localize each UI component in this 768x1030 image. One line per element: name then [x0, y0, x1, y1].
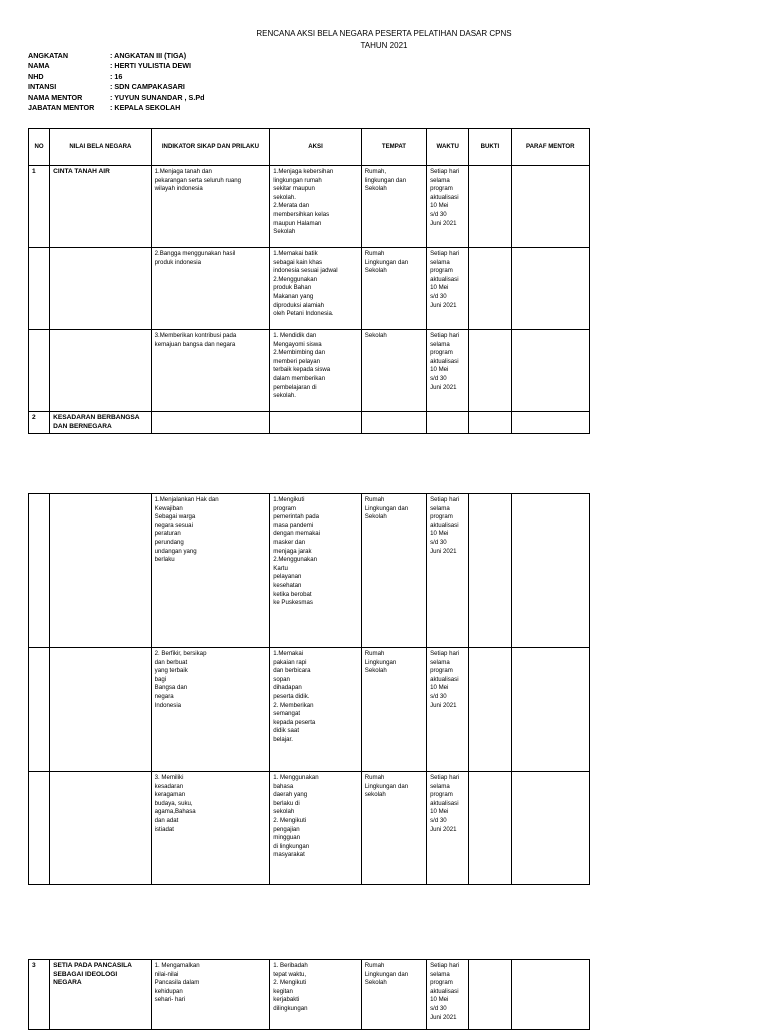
- indikator-line: undangan yang: [154, 547, 197, 555]
- column-header: PARAF MENTOR: [511, 129, 589, 166]
- nilai-cell: [50, 772, 152, 885]
- indikator-line: 3.Memberikan kontribusi pada: [154, 332, 237, 339]
- aksi-line: 1. Menggunakan: [273, 774, 319, 781]
- nilai-line: NEGARA: [53, 979, 82, 987]
- aksi-line: peserta didik.: [273, 692, 310, 700]
- waktu-line: program: [430, 349, 453, 357]
- aksi-line: dihadapan: [273, 684, 302, 692]
- tempat-cell: [361, 330, 426, 412]
- no-cell: [29, 494, 50, 648]
- aksi-line: 1.Menjaga kebersihan: [273, 168, 334, 175]
- table-row: [29, 330, 590, 412]
- aksi-line: membersihkan kelas: [273, 210, 330, 218]
- waktu-line: s/d 30: [430, 210, 447, 218]
- aksi-line: belajar.: [273, 735, 293, 743]
- info-value: : ANGKATAN III (TIGA): [110, 51, 187, 60]
- bukti-cell: [469, 330, 511, 412]
- tempat-line: Rumah: [364, 496, 385, 503]
- paraf-cell: [511, 494, 589, 648]
- waktu-line: s/d 30: [430, 374, 447, 382]
- waktu-line: 10 Mei: [430, 530, 449, 538]
- waktu-line: aktualisasi: [430, 987, 459, 995]
- aksi-line: 2. Memberikan: [273, 701, 314, 709]
- aksi-line: kerjabakti: [273, 996, 300, 1004]
- waktu-line: aktualisasi: [430, 675, 459, 683]
- aksi-line: pengajian: [273, 825, 300, 833]
- column-header: WAKTU: [427, 129, 469, 166]
- aksi-line: berlaku di: [273, 799, 300, 807]
- info-label: NHD: [28, 71, 44, 81]
- no-line: 1: [32, 168, 36, 175]
- waktu-line: aktualisasi: [430, 357, 459, 365]
- bukti-cell: [469, 494, 511, 648]
- indikator-line: berlaku: [154, 556, 175, 564]
- aksi-line: pakaian rapi: [273, 658, 307, 666]
- indikator-line: nilai-nilai: [154, 970, 179, 978]
- paraf-cell: [511, 772, 589, 885]
- action-plan-table-1: [28, 128, 590, 434]
- indikator-line: istiadat: [154, 825, 174, 833]
- indikator-line: peraturan: [154, 530, 181, 538]
- aksi-cell: [270, 494, 361, 648]
- waktu-line: program: [430, 267, 453, 275]
- waktu-line: Juni 2021: [430, 219, 457, 227]
- aksi-cell: [270, 960, 361, 1030]
- aksi-cell: [270, 772, 361, 885]
- waktu-cell: [427, 412, 469, 434]
- info-row: [28, 51, 205, 61]
- waktu-line: selama: [430, 970, 450, 978]
- aksi-line: dilingkungan: [273, 1004, 308, 1012]
- waktu-line: s/d 30: [430, 692, 447, 700]
- waktu-line: Setiap hari: [430, 168, 460, 175]
- column-header: NO: [29, 129, 50, 166]
- aksi-cell: [270, 330, 361, 412]
- indikator-line: agama,Bahasa: [154, 808, 196, 816]
- waktu-line: program: [430, 791, 453, 799]
- indikator-cell: [151, 648, 270, 772]
- aksi-line: indonesia sesuai jadwal: [273, 267, 338, 275]
- nilai-cell: [50, 248, 152, 330]
- info-row: [28, 82, 205, 92]
- waktu-line: selama: [430, 782, 450, 790]
- indikator-line: Indonesia: [154, 701, 182, 709]
- indikator-line: 2. Berfikir, bersikap: [154, 650, 207, 657]
- info-label: ANGKATAN: [28, 51, 69, 60]
- waktu-line: Juni 2021: [430, 301, 457, 309]
- indikator-line: 3. Memiliki: [154, 774, 184, 781]
- aksi-line: produk Bahan: [273, 284, 312, 292]
- table-row: [29, 248, 590, 330]
- waktu-line: Setiap hari: [430, 774, 460, 781]
- tempat-line: Rumah: [364, 962, 385, 969]
- aksi-line: daerah yang: [273, 791, 308, 799]
- aksi-cell: [270, 166, 361, 248]
- table-row: [29, 648, 590, 772]
- nilai-cell: [50, 166, 152, 248]
- tempat-line: Sekolah: [364, 332, 387, 339]
- aksi-line: pelayanan: [273, 573, 302, 581]
- waktu-cell: [427, 494, 469, 648]
- info-value: : 16: [110, 71, 123, 81]
- aksi-cell: [270, 248, 361, 330]
- indikator-line: sehari- hari: [154, 996, 186, 1004]
- indikator-line: dan adat: [154, 816, 179, 824]
- indikator-line: 1.Menjalankan Hak dan: [154, 496, 219, 503]
- waktu-line: selama: [430, 340, 450, 348]
- waktu-line: s/d 30: [430, 1004, 447, 1012]
- aksi-line: 1. Beribadah: [273, 962, 308, 969]
- nilai-line: SEBAGAI IDEOLOGI: [53, 970, 118, 978]
- aksi-line: bahasa: [273, 782, 294, 790]
- indikator-line: budaya, suku,: [154, 799, 193, 807]
- no-cell: [29, 648, 50, 772]
- waktu-line: Setiap hari: [430, 962, 460, 969]
- indikator-line: keragaman: [154, 791, 186, 799]
- indikator-line: yang terbaik: [154, 667, 188, 675]
- indikator-line: Kewajiban: [154, 504, 183, 512]
- waktu-line: program: [430, 513, 453, 521]
- paraf-cell: [511, 248, 589, 330]
- no-cell: [29, 166, 50, 248]
- no-cell: [29, 772, 50, 885]
- bukti-cell: [469, 772, 511, 885]
- aksi-line: oleh Petani Indonesia.: [273, 310, 334, 318]
- aksi-line: dalam memberikan: [273, 374, 326, 382]
- aksi-line: 2. Mengikuti: [273, 816, 307, 824]
- aksi-line: 1.Memakai: [273, 650, 304, 657]
- aksi-line: 2.Menggunakan: [273, 275, 317, 283]
- aksi-line: 2.Merata dan: [273, 202, 310, 210]
- aksi-line: sekolah: [273, 808, 295, 816]
- waktu-line: 10 Mei: [430, 366, 449, 374]
- info-label: NAMA MENTOR: [28, 92, 83, 102]
- indikator-cell: [151, 330, 270, 412]
- no-cell: [29, 960, 50, 1030]
- paraf-cell: [511, 330, 589, 412]
- tempat-line: Lingkungan dan: [364, 258, 409, 266]
- indikator-line: perundang: [154, 538, 184, 546]
- waktu-line: Juni 2021: [430, 701, 457, 709]
- aksi-line: sopan: [273, 675, 290, 683]
- tempat-line: Sekolah: [364, 513, 387, 521]
- info-value: : YUYUN SUNANDAR , S.Pd: [110, 92, 205, 102]
- indikator-cell: [151, 494, 270, 648]
- table-row: [29, 960, 590, 1030]
- waktu-line: s/d 30: [430, 292, 447, 300]
- info-row: [28, 61, 205, 71]
- tempat-cell: [361, 412, 426, 434]
- paraf-cell: [511, 648, 589, 772]
- bukti-cell: [469, 412, 511, 434]
- aksi-line: Sekolah: [273, 228, 296, 236]
- aksi-line: 2.Menggunakan: [273, 556, 317, 564]
- tempat-line: lingkungan dan: [364, 176, 407, 184]
- info-value: : SDN CAMPAKASARI: [110, 82, 185, 92]
- info-row: [28, 72, 205, 82]
- aksi-line: Mengayomi siswa: [273, 340, 322, 348]
- nilai-cell: [50, 412, 152, 434]
- tempat-line: Lingkungan dan: [364, 782, 409, 790]
- table-row: [29, 412, 590, 434]
- info-value: : KEPALA SEKOLAH: [110, 103, 181, 113]
- aksi-line: terbaik kepada siswa: [273, 366, 331, 374]
- no-cell: [29, 330, 50, 412]
- waktu-line: program: [430, 979, 453, 987]
- no-line: 3: [32, 962, 36, 969]
- paraf-cell: [511, 166, 589, 248]
- title-line-2: TAHUN 2021: [360, 41, 408, 50]
- indikator-line: 1. Mengamalkan: [154, 962, 200, 969]
- nilai-line: DAN BERNEGARA: [53, 422, 112, 430]
- indikator-line: negara: [154, 692, 174, 700]
- aksi-line: 2.Membimbing dan: [273, 349, 326, 357]
- aksi-line: Kartu: [273, 564, 288, 572]
- indikator-line: produk indonesia: [154, 258, 202, 266]
- waktu-line: aktualisasi: [430, 193, 459, 201]
- waktu-line: Setiap hari: [430, 496, 460, 503]
- aksi-line: ketika berobat: [273, 590, 312, 598]
- column-header: AKSI: [270, 129, 361, 166]
- tempat-cell: [361, 248, 426, 330]
- nilai-cell: [50, 494, 152, 648]
- nilai-cell: [50, 330, 152, 412]
- aksi-line: masker dan: [273, 538, 306, 546]
- tempat-cell: [361, 648, 426, 772]
- indikator-line: dan berbuat: [154, 658, 188, 666]
- indikator-line: negara sesuai: [154, 521, 193, 529]
- waktu-line: Juni 2021: [430, 547, 457, 555]
- action-plan-table-3: [28, 959, 590, 1030]
- waktu-line: s/d 30: [430, 538, 447, 546]
- table-row: [29, 772, 590, 885]
- waktu-line: aktualisasi: [430, 275, 459, 283]
- waktu-line: program: [430, 185, 453, 193]
- tempat-line: sekolah: [364, 791, 386, 799]
- indikator-line: Sebagai warga: [154, 513, 196, 521]
- tempat-line: Sekolah: [364, 667, 387, 675]
- aksi-line: masa pandemi: [273, 521, 314, 529]
- bukti-cell: [469, 248, 511, 330]
- waktu-cell: [427, 330, 469, 412]
- tempat-line: Sekolah: [364, 267, 387, 275]
- indikator-line: bagi: [154, 675, 167, 683]
- aksi-line: menjaga jarak: [273, 547, 312, 555]
- waktu-line: program: [430, 667, 453, 675]
- aksi-line: pembelajaran di: [273, 383, 317, 391]
- waktu-line: Setiap hari: [430, 332, 460, 339]
- waktu-cell: [427, 648, 469, 772]
- paraf-cell: [511, 412, 589, 434]
- tempat-line: Rumah: [364, 774, 385, 781]
- bukti-cell: [469, 166, 511, 248]
- tempat-line: Sekolah: [364, 185, 387, 193]
- info-row: [28, 103, 205, 113]
- nilai-cell: [50, 960, 152, 1030]
- waktu-line: selama: [430, 258, 450, 266]
- aksi-line: sekitar maupun: [273, 185, 315, 193]
- aksi-line: kegitan: [273, 987, 293, 995]
- indikator-line: pekarangan serta seluruh ruang: [154, 176, 242, 184]
- info-label: JABATAN MENTOR: [28, 103, 95, 113]
- waktu-line: Setiap hari: [430, 650, 460, 657]
- waktu-line: 10 Mei: [430, 996, 449, 1004]
- aksi-line: dengan memakai: [273, 530, 321, 538]
- no-cell: [29, 412, 50, 434]
- aksi-line: lingkungan rumah: [273, 176, 322, 184]
- aksi-line: dan berbicara: [273, 667, 311, 675]
- indikator-line: kesadaran: [154, 782, 184, 790]
- waktu-line: Juni 2021: [430, 1013, 457, 1021]
- aksi-line: semangat: [273, 710, 301, 718]
- aksi-line: di lingkungan: [273, 842, 310, 850]
- aksi-line: masyarakat: [273, 851, 305, 859]
- waktu-line: aktualisasi: [430, 799, 459, 807]
- aksi-line: sebagai kain khas: [273, 258, 323, 266]
- indikator-line: 1.Menjaga tanah dan: [154, 168, 212, 175]
- waktu-line: Setiap hari: [430, 250, 460, 257]
- waktu-line: selama: [430, 658, 450, 666]
- info-label: NAMA: [28, 61, 50, 71]
- column-header: INDIKATOR SIKAP DAN PRILAKU: [151, 129, 270, 166]
- column-header: BUKTI: [469, 129, 511, 166]
- aksi-line: mingguan: [273, 834, 301, 842]
- paraf-cell: [511, 960, 589, 1030]
- waktu-line: s/d 30: [430, 816, 447, 824]
- nilai-line: KESADARAN BERBANGSA: [53, 414, 140, 421]
- indikator-line: kehidupan: [154, 987, 183, 995]
- aksi-line: didik saat: [273, 727, 300, 735]
- waktu-cell: [427, 772, 469, 885]
- tempat-cell: [361, 494, 426, 648]
- indikator-line: wilayah indonesia: [154, 185, 203, 193]
- tempat-line: Lingkungan: [364, 658, 397, 666]
- aksi-line: tepat waktu,: [273, 970, 307, 978]
- aksi-line: 1.Memakai batik: [273, 250, 318, 257]
- document-title: [0, 28, 768, 52]
- aksi-line: diproduksi alamiah: [273, 301, 325, 309]
- aksi-line: memberi pelayan: [273, 357, 321, 365]
- indikator-cell: [151, 248, 270, 330]
- bukti-cell: [469, 960, 511, 1030]
- waktu-line: selama: [430, 176, 450, 184]
- aksi-line: kepada peserta: [273, 718, 316, 726]
- nilai-line: CINTA TANAH AIR: [53, 168, 110, 175]
- tempat-cell: [361, 960, 426, 1030]
- aksi-line: Makanan yang: [273, 292, 314, 300]
- indikator-cell: [151, 772, 270, 885]
- indikator-line: kemajuan bangsa dan negara: [154, 340, 236, 348]
- aksi-cell: [270, 648, 361, 772]
- table-row: [29, 494, 590, 648]
- info-label: INTANSI: [28, 82, 57, 92]
- info-row: [28, 93, 205, 103]
- waktu-line: selama: [430, 504, 450, 512]
- table-row: [29, 166, 590, 248]
- indikator-cell: [151, 960, 270, 1030]
- tempat-line: Rumah,: [364, 168, 387, 175]
- tempat-line: Lingkungan dan: [364, 504, 409, 512]
- indikator-line: Pancasila dalam: [154, 979, 200, 987]
- waktu-cell: [427, 248, 469, 330]
- aksi-line: program: [273, 504, 296, 512]
- tempat-line: Rumah: [364, 650, 385, 657]
- aksi-line: ke Puskesmas: [273, 599, 313, 607]
- indikator-cell: [151, 412, 270, 434]
- tempat-line: Rumah: [364, 250, 385, 257]
- aksi-line: sekolah.: [273, 392, 296, 400]
- tempat-cell: [361, 772, 426, 885]
- bukti-cell: [469, 648, 511, 772]
- column-header: TEMPAT: [361, 129, 426, 166]
- action-plan-table-2: [28, 493, 590, 885]
- title-line-1: RENCANA AKSI BELA NEGARA PESERTA PELATIHAN DASAR CPNS: [256, 29, 512, 38]
- nilai-line: SETIA PADA PANCASILA: [53, 962, 132, 969]
- aksi-line: kesehatan: [273, 581, 302, 589]
- waktu-line: 10 Mei: [430, 284, 449, 292]
- waktu-line: 10 Mei: [430, 202, 449, 210]
- tempat-line: Sekolah: [364, 979, 387, 987]
- column-header: NILAI BELA NEGARA: [50, 129, 152, 166]
- waktu-line: Juni 2021: [430, 825, 457, 833]
- waktu-line: 10 Mei: [430, 684, 449, 692]
- indikator-cell: [151, 166, 270, 248]
- aksi-line: 1.Mengikuti: [273, 496, 305, 503]
- no-line: 2: [32, 414, 36, 421]
- indikator-line: 2.Bangga menggunakan hasil: [154, 250, 236, 257]
- indikator-line: Bangsa dan: [154, 684, 188, 692]
- nilai-cell: [50, 648, 152, 772]
- waktu-cell: [427, 166, 469, 248]
- waktu-cell: [427, 960, 469, 1030]
- participant-info: [28, 51, 205, 113]
- aksi-line: pemerintah pada: [273, 513, 320, 521]
- tempat-line: Lingkungan dan: [364, 970, 409, 978]
- aksi-line: sekolah.: [273, 193, 296, 201]
- waktu-line: aktualisasi: [430, 521, 459, 529]
- no-cell: [29, 248, 50, 330]
- tempat-cell: [361, 166, 426, 248]
- aksi-line: maupun Halaman: [273, 219, 322, 227]
- aksi-line: 1. Mendidik dan: [273, 332, 317, 339]
- aksi-line: 2. Mengikuti: [273, 979, 307, 987]
- aksi-cell: [270, 412, 361, 434]
- waktu-line: 10 Mei: [430, 808, 449, 816]
- info-value: : HERTI YULISTIA DEWI: [110, 61, 192, 71]
- waktu-line: Juni 2021: [430, 383, 457, 391]
